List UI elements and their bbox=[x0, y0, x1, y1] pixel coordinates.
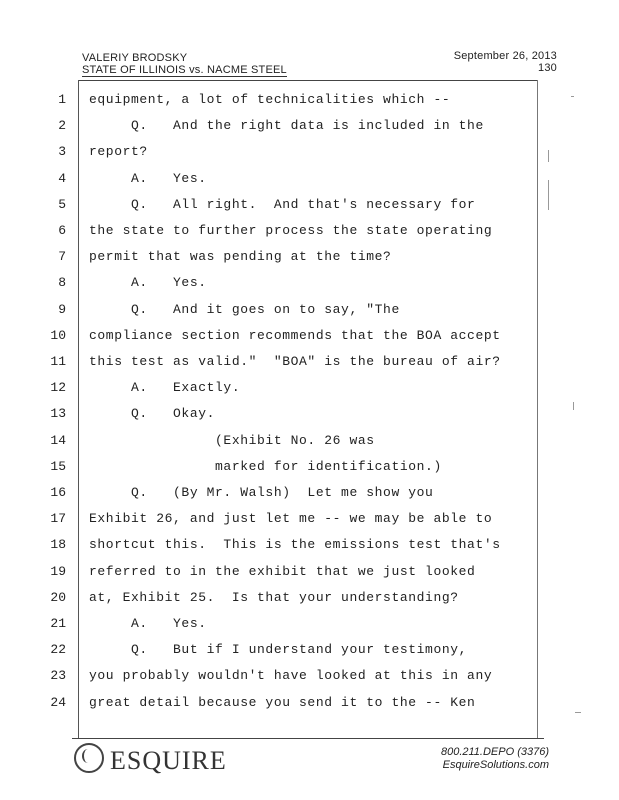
line-number: 14 bbox=[50, 433, 66, 448]
transcript-line: Q. Okay. bbox=[89, 406, 216, 421]
transcript-line: A. Yes. bbox=[89, 616, 207, 631]
transcript-line: Q. And it goes on to say, "The bbox=[89, 302, 400, 317]
header-right bbox=[454, 50, 557, 74]
line-number: 11 bbox=[50, 354, 66, 369]
line-number: 7 bbox=[58, 249, 66, 264]
transcript-line: you probably wouldn't have looked at this in any bbox=[89, 668, 493, 683]
case-title: STATE OF ILLINOIS vs. NACME STEEL bbox=[82, 64, 287, 76]
line-number: 18 bbox=[50, 537, 66, 552]
scan-speck bbox=[571, 96, 574, 97]
line-number: 21 bbox=[50, 616, 66, 631]
scan-speck bbox=[548, 180, 549, 210]
deposition-date: September 26, 2013 bbox=[453, 50, 557, 62]
scan-speck bbox=[573, 402, 574, 410]
transcript-line: this test as valid." "BOA" is the bureau of air? bbox=[89, 354, 501, 369]
line-number: 3 bbox=[58, 144, 66, 159]
scan-speck bbox=[575, 712, 581, 713]
line-number: 9 bbox=[58, 302, 66, 317]
transcript-line: (Exhibit No. 26 was bbox=[89, 433, 375, 448]
line-number: 12 bbox=[50, 380, 66, 395]
frame-right-rule bbox=[537, 80, 538, 738]
line-number: 16 bbox=[50, 485, 66, 500]
line-number: 20 bbox=[50, 590, 66, 605]
logo-text: ESQUIRE bbox=[110, 746, 227, 775]
line-number: 23 bbox=[50, 668, 66, 683]
transcript-line: permit that was pending at the time? bbox=[89, 249, 392, 264]
frame-left-rule bbox=[78, 80, 79, 738]
esquire-logo bbox=[74, 743, 227, 776]
line-number: 10 bbox=[50, 328, 66, 343]
page-number: 130 bbox=[538, 62, 557, 74]
transcript-line: equipment, a lot of technicalities which -- bbox=[89, 92, 451, 107]
esquire-logo-icon bbox=[74, 743, 104, 773]
footer-website: EsquireSolutions.com bbox=[442, 759, 549, 771]
line-number: 5 bbox=[58, 197, 66, 212]
transcript-line: compliance section recommends that the BOA accept bbox=[89, 328, 501, 343]
line-number: 17 bbox=[50, 511, 66, 526]
transcript-line: report? bbox=[89, 144, 148, 159]
line-number: 6 bbox=[58, 223, 66, 238]
footer-contact bbox=[441, 746, 549, 772]
frame-top-rule bbox=[78, 80, 538, 81]
scan-speck bbox=[548, 150, 549, 162]
line-number: 2 bbox=[58, 118, 66, 133]
transcript-line: A. Yes. bbox=[89, 171, 207, 186]
line-number: 15 bbox=[50, 459, 66, 474]
line-number: 24 bbox=[50, 695, 66, 710]
transcript-line: shortcut this. This is the emissions test that's bbox=[89, 537, 501, 552]
transcript-line: Q. (By Mr. Walsh) Let me show you bbox=[89, 485, 434, 500]
transcript-line: great detail because you send it to the -- Ken bbox=[89, 695, 476, 710]
transcript-line: Exhibit 26, and just let me -- we may be able to bbox=[89, 511, 493, 526]
transcript-line: Q. But if I understand your testimony, bbox=[89, 642, 468, 657]
line-number: 8 bbox=[58, 275, 66, 290]
transcript-line: A. Yes. bbox=[89, 275, 207, 290]
transcript-line: marked for identification.) bbox=[89, 459, 442, 474]
line-number: 22 bbox=[50, 642, 66, 657]
transcript-line: referred to in the exhibit that we just looked bbox=[89, 564, 476, 579]
transcript-line: the state to further process the state operating bbox=[89, 223, 493, 238]
transcript-line: Q. All right. And that's necessary for bbox=[89, 197, 476, 212]
footer-phone: 800.211.DEPO (3376) bbox=[440, 746, 549, 758]
witness-name: VALERIY BRODSKY bbox=[82, 52, 188, 64]
line-number: 13 bbox=[50, 406, 66, 421]
transcript-line: at, Exhibit 25. Is that your understanding? bbox=[89, 590, 459, 605]
line-number: 19 bbox=[50, 564, 66, 579]
line-number: 4 bbox=[58, 171, 66, 186]
frame-bottom-rule bbox=[72, 738, 544, 739]
header-left bbox=[82, 52, 287, 77]
line-number: 1 bbox=[58, 92, 66, 107]
transcript-line: A. Exactly. bbox=[89, 380, 241, 395]
transcript-line: Q. And the right data is included in the bbox=[89, 118, 484, 133]
